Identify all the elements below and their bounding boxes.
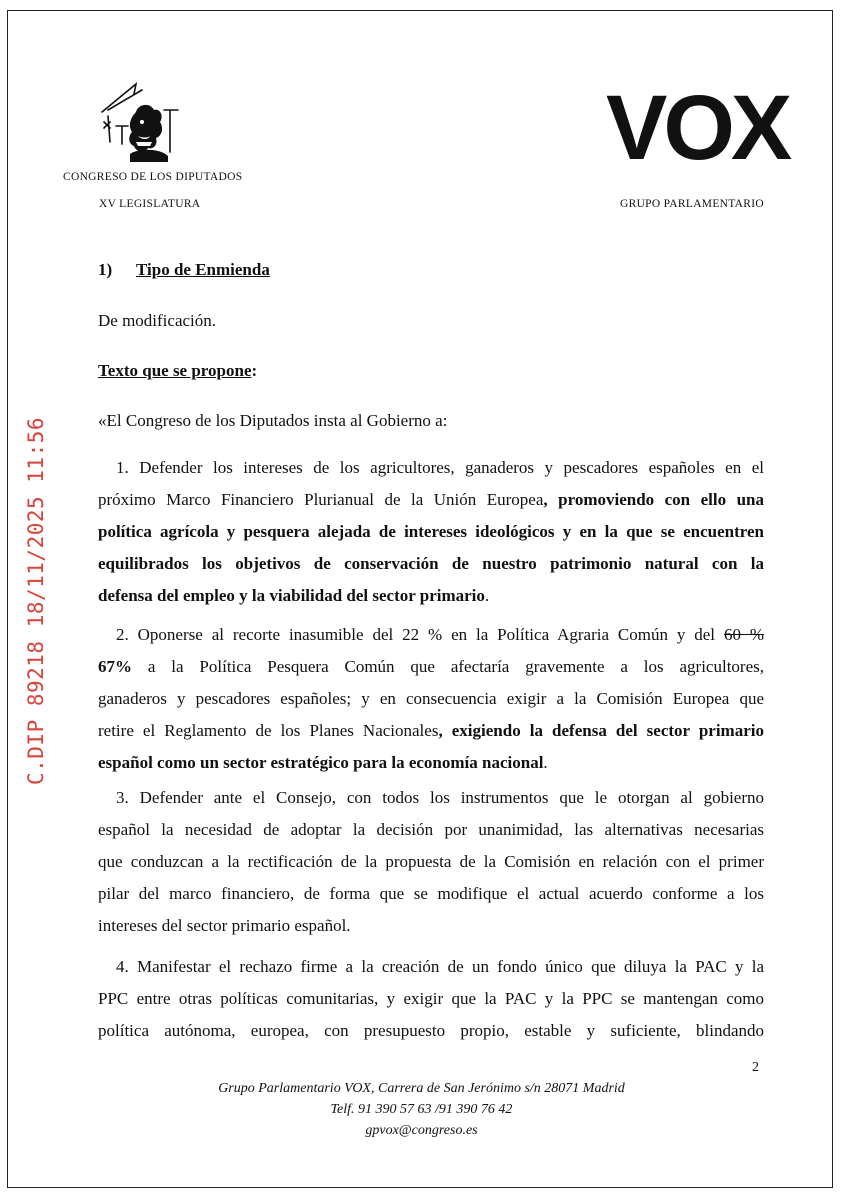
text-segment: que conduzcan a la rectificación de la propuesta de la Comisión en relación con el primer: [98, 852, 764, 871]
point-line: [98, 683, 764, 715]
text-segment: ganaderos y pescadores españoles; y en consecuencia exigir a la Comisión Europea que: [98, 689, 764, 708]
proposal-intro: «El Congreso de los Diputados insta al Gobierno a:: [98, 411, 448, 430]
footer-address: Grupo Parlamentario VOX, Carrera de San Jerónimo s/n 28071 Madrid: [218, 1081, 625, 1096]
bold-text: 67%: [98, 657, 132, 676]
text-segment: 3. Defender ante el Consejo, con todos los instrumentos que le otorgan al gobierno: [116, 788, 764, 807]
legislature-label: XV LEGISLATURA: [99, 198, 201, 210]
text-segment: pilar del marco financiero, de forma que se modifique el actual acuerdo conforme a los: [98, 884, 764, 903]
section-title: Tipo de Enmienda: [136, 260, 270, 279]
footer-phone: Telf. 91 390 57 63 /91 390 76 42: [330, 1102, 513, 1117]
proposal-point-2: [98, 619, 764, 779]
proposal-heading: [98, 361, 257, 381]
point-line: [98, 951, 764, 983]
point-line: [98, 548, 764, 580]
point-line: [98, 651, 764, 683]
text-segment: PPC entre otras políticas comunitarias, y exigir que la PAC y la PPC se mantengan como: [98, 989, 764, 1008]
bold-text: defensa del empleo y la viabilidad del sector primario: [98, 586, 485, 605]
congress-lion-emblem: [98, 82, 190, 168]
proposal-point-1: [98, 452, 764, 612]
point-line: [98, 1015, 764, 1047]
point-line: [98, 910, 764, 942]
bold-text: , exigiendo la defensa del sector primario: [438, 721, 764, 740]
parliamentary-group-label: GRUPO PARLAMENTARIO: [620, 198, 764, 210]
text-segment: a la Política Pesquera Común que afectaría gravemente a los agricultores,: [132, 657, 764, 676]
text-segment: intereses del sector primario español.: [98, 916, 351, 935]
text-segment: próximo Marco Financiero Plurianual de la Unión Europea: [98, 490, 544, 509]
text-segment: 1. Defender los intereses de los agricultores, ganaderos y pescadores españoles en el: [116, 458, 764, 477]
point-line: [98, 878, 764, 910]
proposal-heading-label: Texto que se propone: [98, 361, 252, 380]
bold-text: , promoviendo con ello una: [543, 490, 765, 509]
text-segment: español la necesidad de adoptar la decisión por unanimidad, las alternativas necesarias: [98, 820, 764, 839]
point-line: [98, 452, 764, 484]
registration-stamp: C.DIP 89218 18/11/2025 11:56: [24, 416, 48, 785]
footer-email: gpvox@congreso.es: [365, 1123, 478, 1138]
point-line: [98, 846, 764, 878]
amendment-type: De modificación.: [98, 311, 217, 330]
proposal-point-4: [98, 951, 764, 1047]
point-line: [98, 747, 764, 779]
point-line: [98, 516, 764, 548]
proposal-heading-colon: :: [251, 361, 258, 380]
struck-text: 60 %: [723, 625, 764, 644]
proposal-point-3: [98, 782, 764, 942]
text-segment: política autónoma, europea, con presupuesto propio, estable y suficiente, blindando: [98, 1021, 764, 1040]
congress-name: CONGRESO DE LOS DIPUTADOS: [63, 171, 243, 183]
point-line: [98, 814, 764, 846]
point-line: [98, 484, 764, 516]
point-line: [98, 983, 764, 1015]
text-segment: 4. Manifestar el rechazo firme a la creación de un fondo único que diluya la PAC y la: [116, 957, 764, 976]
bold-text: equilibrados los objetivos de conservación de nuestro patrimonio natural con la: [98, 554, 764, 573]
text-segment: 2. Oponerse al recorte inasumible del 22 % en la Política Agraria Común y del: [116, 625, 724, 644]
text-segment: retire el Reglamento de los Planes Nacionales: [98, 721, 439, 740]
page-number: 2: [752, 1060, 759, 1075]
text-segment: .: [543, 753, 548, 772]
text-segment: .: [484, 586, 490, 605]
section-heading: [98, 260, 270, 280]
bold-text: política agrícola y pesquera alejada de intereses ideológicos y en la que se encuentren: [98, 522, 764, 541]
footer: [0, 1078, 843, 1141]
vox-logo: VOX: [606, 77, 789, 179]
section-number: 1): [98, 260, 113, 279]
point-line: [98, 619, 764, 651]
bold-text: español como un sector estratégico para la economía nacional: [98, 753, 544, 772]
point-line: [98, 782, 764, 814]
point-line: [98, 715, 764, 747]
point-line: [98, 580, 764, 612]
